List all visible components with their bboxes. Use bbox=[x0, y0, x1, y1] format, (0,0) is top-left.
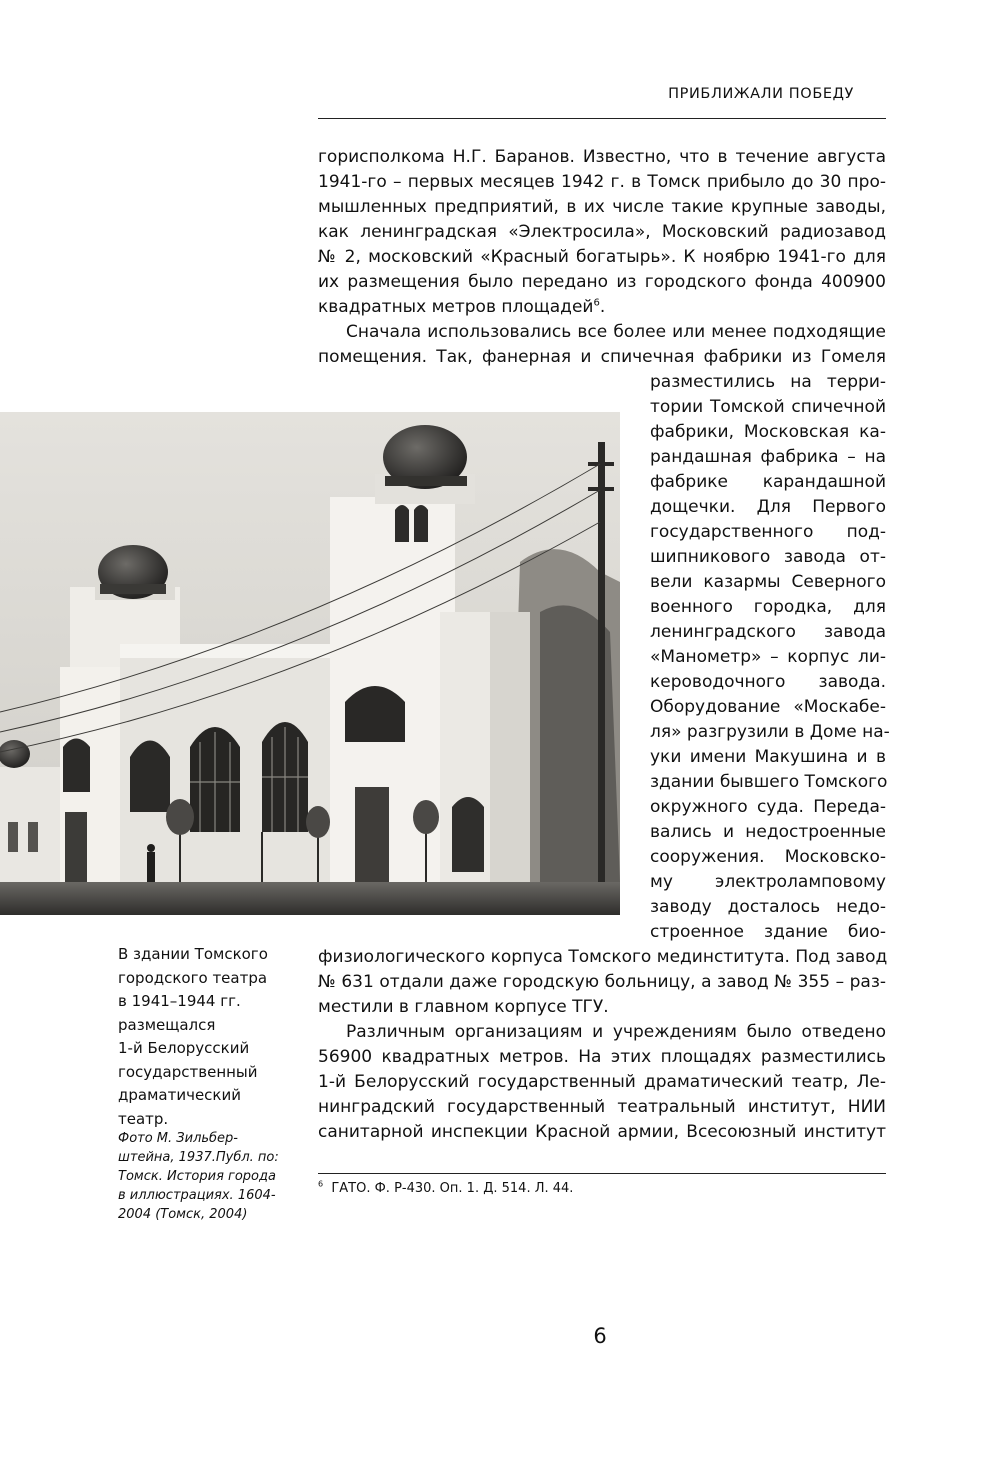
text-line: окружного суда. Переда- bbox=[650, 797, 886, 817]
text-line: вались и недостроенные bbox=[650, 822, 886, 842]
text-line: 56900 квадратных метров. На этих площадях разместились bbox=[318, 1047, 886, 1067]
text-line: горисполкома Н.Г. Баранов. Известно, что в течение августа bbox=[318, 147, 886, 167]
text-line: разместились на терри- bbox=[650, 372, 886, 392]
paragraph-2-narrow-column bbox=[650, 370, 890, 945]
theatre-photo bbox=[0, 412, 620, 915]
header-rule bbox=[318, 118, 886, 119]
caption-line: в 1941–1944 гг. bbox=[118, 992, 241, 1010]
text-line: сооружения. Московско- bbox=[650, 847, 886, 867]
text-line: санитарной инспекции Красной армии, Всесоюзный институт bbox=[318, 1122, 886, 1142]
footnote-reference[interactable]: 6 bbox=[593, 297, 600, 309]
text-line: военного городка, для bbox=[650, 597, 886, 617]
credit-line: Томск. История города bbox=[118, 1169, 276, 1184]
text-line: шипникового завода от- bbox=[650, 547, 886, 567]
text-line: их размещения было передано из городского фонда 400900 bbox=[318, 272, 886, 292]
credit-line: Фото М. Зильбер- bbox=[118, 1131, 238, 1146]
text-line: № 631 отдали даже городскую больницу, а завод № 355 – раз- bbox=[318, 972, 886, 992]
photo-credit bbox=[118, 1129, 298, 1224]
text-line: дощечки. Для Первого bbox=[650, 497, 886, 517]
text-line: заводу досталось недо- bbox=[650, 897, 886, 917]
text-line: ленинградского завода bbox=[650, 622, 886, 642]
caption-line: городского театра bbox=[118, 968, 268, 987]
text-line: му электроламповому bbox=[650, 872, 886, 892]
footnote-text: ГАТО. Ф. Р-430. Оп. 1. Д. 514. Л. 44. bbox=[331, 1181, 574, 1196]
text-fragment: квадратных метров площадей bbox=[318, 297, 594, 317]
caption-line: драматический bbox=[118, 1086, 241, 1104]
credit-line: 2004 (Томск, 2004) bbox=[118, 1207, 248, 1222]
text-line: нинградский государственный театральный институт, НИИ bbox=[318, 1097, 886, 1117]
photo-caption bbox=[118, 943, 298, 1131]
paragraph-2-tail bbox=[318, 945, 886, 1020]
caption-line: размещался bbox=[118, 1015, 216, 1034]
text-line: местили в главном корпусе ТГУ. bbox=[318, 997, 609, 1017]
paragraph-1 bbox=[318, 145, 886, 320]
text-line: строенное здание био- bbox=[650, 922, 886, 942]
text-line: «Манометр» – корпус ли- bbox=[650, 647, 886, 667]
text-line: вели казармы Северного bbox=[650, 572, 886, 592]
footnote-rule bbox=[318, 1173, 886, 1174]
text-line: как ленинградская «Электросила», Московский радиозавод bbox=[318, 222, 886, 242]
text-line: 1941-го – первых месяцев 1942 г. в Томск прибыло до 30 про- bbox=[318, 172, 886, 192]
text-line: фабрике карандашной bbox=[650, 472, 886, 492]
text-line: кероводочного завода. bbox=[650, 672, 886, 692]
text-line: Сначала использовались все более или менее подходящие bbox=[346, 322, 886, 342]
text-line: мышленных предприятий, в их числе такие крупные заводы, bbox=[318, 197, 886, 217]
text-line: здании бывшего Томского bbox=[650, 772, 888, 792]
footnote bbox=[318, 1180, 886, 1198]
caption-line: государственный bbox=[118, 1062, 258, 1081]
text-line: ля» разгрузили в Доме на- bbox=[650, 722, 890, 742]
caption-line: театр. bbox=[118, 1109, 169, 1128]
text-fragment: . bbox=[599, 297, 606, 317]
credit-line: в иллюстрациях. 1604- bbox=[118, 1188, 276, 1203]
page-number: 6 bbox=[593, 1324, 607, 1348]
text-line: государственного под- bbox=[650, 522, 886, 542]
text-line bbox=[318, 295, 886, 320]
running-header: ПРИБЛИЖАЛИ ПОБЕДУ bbox=[668, 86, 854, 102]
text-line: № 2, московский «Красный богатырь». К ноябрю 1941-го для bbox=[318, 247, 886, 267]
text-line: уки имени Макушина и в bbox=[650, 747, 886, 767]
text-line: Различным организациям и учреждениям было отведено bbox=[346, 1022, 886, 1042]
text-line: рандашная фабрика – на bbox=[650, 447, 886, 467]
text-line: фабрики, Московская ка- bbox=[650, 422, 886, 442]
text-line: помещения. Так, фанерная и спичечная фабрики из Гомеля bbox=[318, 347, 886, 367]
theatre-building-illustration bbox=[0, 412, 620, 915]
caption-line: В здании Томского bbox=[118, 945, 268, 963]
paragraph-2-opening bbox=[318, 320, 886, 370]
text-line: Оборудование «Москабе- bbox=[650, 697, 886, 717]
caption-line: 1-й Белорусский bbox=[118, 1039, 250, 1057]
paragraph-3 bbox=[318, 1020, 886, 1145]
text-line: тории Томской спичечной bbox=[650, 397, 886, 417]
credit-line: штейна, 1937.Публ. по: bbox=[118, 1150, 279, 1165]
footnote-number: 6 bbox=[318, 1179, 324, 1189]
text-line: 1-й Белорусский государственный драматический театр, Ле- bbox=[318, 1072, 886, 1092]
text-line: физиологического корпуса Томского мединститута. Под завод bbox=[318, 947, 888, 967]
